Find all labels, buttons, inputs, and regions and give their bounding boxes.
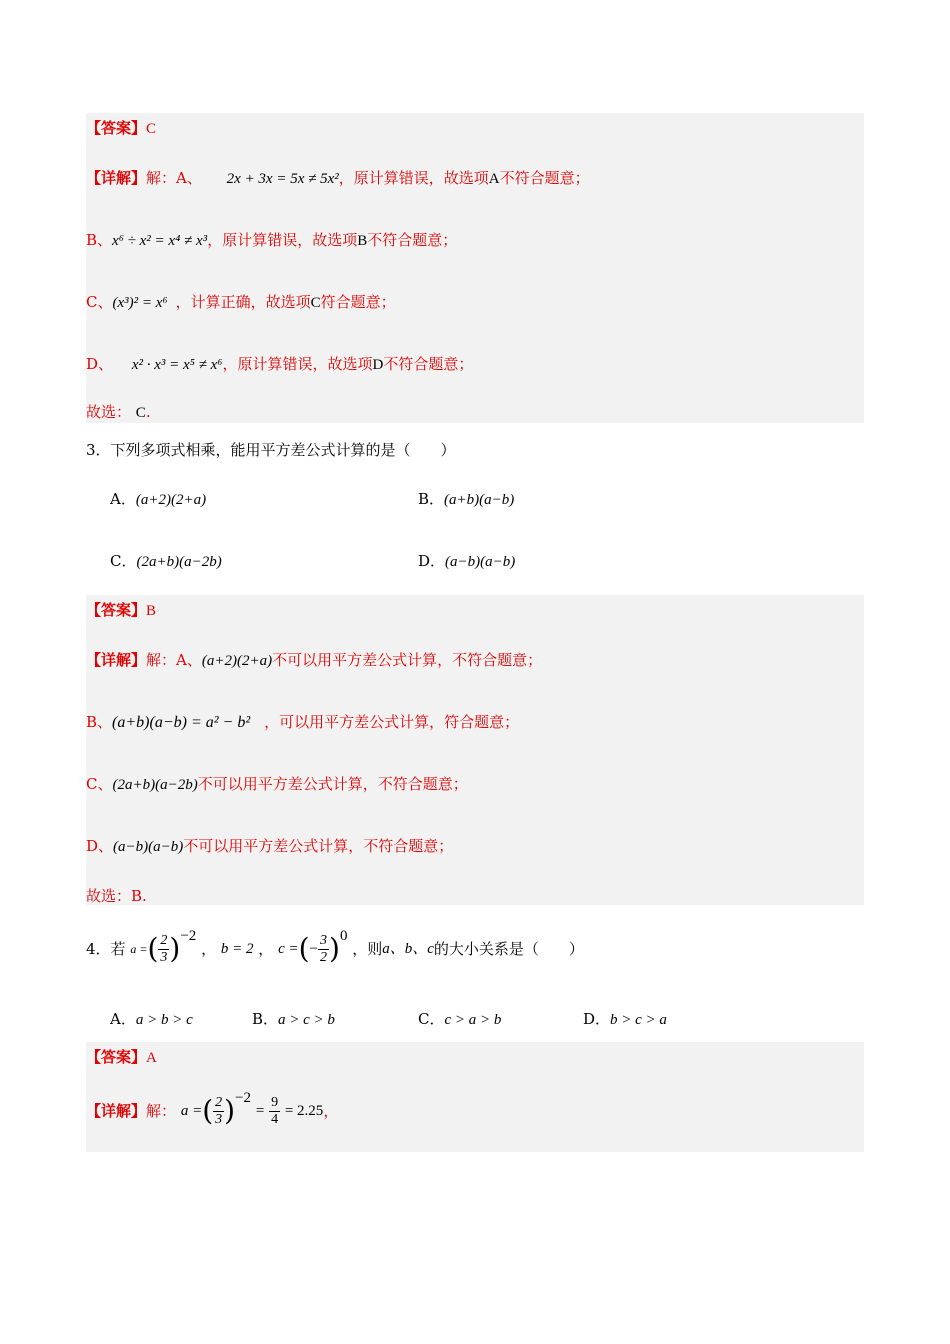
q4-option-d (583, 1008, 667, 1029)
fraction-den: 2 (320, 949, 327, 965)
q3-answer-line (86, 600, 156, 621)
equals-sign: = (255, 1103, 265, 1119)
q3-detail-d (86, 836, 453, 857)
conclusion-letter: C (135, 405, 146, 421)
conclusion-text: 故选： (86, 403, 132, 421)
q3-option-c (110, 550, 222, 571)
answer-tag: 【答案】 (86, 1048, 147, 1066)
q4-answer-line (86, 1047, 157, 1068)
option-math: (a+2)(2+a) (135, 492, 207, 508)
detail-tag: 【详解】 (86, 651, 147, 669)
detail-text: 不可以用平方差公式计算，不符合题意； (197, 775, 468, 793)
option-prefix: D、 (86, 355, 114, 373)
fraction-num: 2 (215, 1094, 223, 1110)
variables: a、b、c (382, 941, 434, 957)
detail-text: 不符合题意； (367, 231, 458, 249)
option-math: (a+b)(a−b) (444, 492, 515, 508)
option-letter: C (310, 295, 321, 311)
q3-detail-b (86, 712, 519, 733)
q2-detail-a (86, 168, 590, 189)
paren-close: ) (329, 932, 340, 965)
option-label: B． (418, 490, 445, 508)
detail-text: ，可以用平方差公式计算，符合题意； (264, 713, 520, 731)
q3-option-b (418, 488, 514, 509)
answer-value: C (146, 121, 157, 137)
paren-close: ) (224, 1094, 236, 1127)
math-expression: 2x + 3x = 5x ≠ 5x² (226, 171, 339, 187)
answer-value: A (146, 1050, 157, 1066)
option-prefix: C、 (86, 293, 113, 311)
paren-close: ) (169, 932, 181, 965)
option-prefix: C、 (86, 775, 113, 793)
fraction-num: 9 (271, 1094, 279, 1110)
fraction (269, 1095, 280, 1128)
option-label: C． (418, 1010, 445, 1028)
math-expression: x² · x³ = x⁵ ≠ x⁶ (131, 357, 223, 373)
option-math: b > c > a (610, 1012, 667, 1028)
detail-intro: 解： (146, 169, 177, 187)
option-letter: B (357, 233, 368, 249)
option-label: C． (110, 552, 137, 570)
result-value: = 2.25 (284, 1103, 324, 1119)
q4-stem (86, 926, 584, 971)
q2-solution-box (86, 113, 864, 423)
q4-option-a (110, 1008, 193, 1029)
fraction (158, 933, 169, 966)
option-math: (2a+b)(a−2b) (136, 554, 222, 570)
detail-end: ， (323, 1102, 339, 1120)
option-label: D． (418, 552, 446, 570)
option-label: D． (583, 1010, 611, 1028)
paren-open: ( (202, 1094, 214, 1127)
q3-solution-box (86, 595, 864, 905)
detail-tag: 【详解】 (86, 1102, 147, 1120)
detail-text: 不符合题意； (499, 169, 590, 187)
math-lhs: a = (180, 1103, 203, 1119)
math-expression: (a−b)(a−b) (113, 839, 184, 855)
fraction (213, 1095, 224, 1128)
q2-detail-d (86, 354, 473, 375)
q3-conclusion: 故选：B. (86, 887, 147, 905)
detail-text: ，原计算错误，故选项 (207, 231, 358, 249)
math-expression: x⁶ ÷ x² = x⁴ ≠ x³ (112, 233, 208, 249)
fraction-num: 2 (160, 932, 168, 948)
question-number: 4．若 (86, 940, 126, 958)
detail-text: ，原计算错误，故选项 (222, 355, 373, 373)
math-expression: b = 2 (220, 941, 254, 957)
option-prefix: B、 (86, 713, 113, 731)
separator: ， (258, 940, 274, 958)
separator: ， (201, 940, 217, 958)
option-prefix: A、 (176, 169, 202, 187)
detail-text: 不可以用平方差公式计算，不符合题意； (183, 837, 454, 855)
paren-open: ( (298, 932, 310, 965)
q2-detail-b (86, 230, 457, 251)
math-lhs: c = (278, 941, 299, 957)
answer-value: B (146, 603, 157, 619)
q3-option-d (418, 550, 515, 571)
stem-text: 的大小关系是（ ） (433, 940, 584, 958)
option-letter: A (488, 171, 500, 187)
math-expression: (a+b)(a−b) = a² − b² (112, 714, 251, 731)
option-prefix: D、 (86, 837, 114, 855)
exponent: −2 (235, 1090, 252, 1106)
exponent: 0 (339, 928, 348, 944)
detail-intro: 解：A、 (146, 651, 202, 669)
q3-detail-a (86, 650, 542, 671)
q3-option-a (110, 488, 206, 509)
math-lhs: a = (130, 942, 148, 956)
q2-detail-c (86, 292, 396, 313)
answer-tag: 【答案】 (86, 119, 147, 137)
q2-answer-line (86, 118, 156, 139)
detail-intro: 解： (146, 1102, 177, 1120)
math-expression: (a+2)(2+a) (201, 653, 273, 669)
fraction-num: 3 (320, 932, 327, 948)
math-expression: (2a+b)(a−2b) (112, 777, 198, 793)
q2-conclusion (86, 402, 151, 423)
option-math: a > b > c (135, 1012, 193, 1028)
fraction-den: 3 (215, 1111, 223, 1127)
detail-text: 不可以用平方差公式计算，不符合题意； (272, 651, 543, 669)
q4-option-c (418, 1008, 501, 1029)
stem-text: ，则 (352, 940, 383, 958)
detail-text: ，原计算错误，故选项 (338, 169, 489, 187)
detail-tag: 【详解】 (86, 169, 147, 187)
option-label: B． (252, 1010, 279, 1028)
option-prefix: B、 (86, 231, 113, 249)
detail-text: ，计算正确，故选项 (175, 293, 311, 311)
q4-detail (86, 1087, 338, 1134)
option-math: (a−b)(a−b) (445, 554, 516, 570)
q3-stem: 3．下列多项式相乘，能用平方差公式计算的是（ ） (86, 441, 456, 459)
fraction (318, 933, 329, 966)
option-label: A． (110, 1010, 136, 1028)
detail-text: 不符合题意； (383, 355, 474, 373)
math-expression: (x³)² = x⁶ (112, 295, 168, 311)
q3-detail-c (86, 774, 468, 795)
option-math: a > c > b (278, 1012, 335, 1028)
conclusion-end: . (145, 403, 151, 421)
fraction-den: 3 (160, 949, 168, 965)
option-math: c > a > b (444, 1012, 502, 1028)
option-letter: D (372, 357, 384, 373)
paren-open: ( (147, 932, 159, 965)
minus-sign: − (309, 941, 318, 957)
exponent: −2 (180, 928, 197, 944)
answer-tag: 【答案】 (86, 601, 147, 619)
option-label: A． (110, 490, 136, 508)
fraction-den: 4 (271, 1111, 279, 1127)
q4-option-b (252, 1008, 335, 1029)
detail-text: 符合题意； (320, 293, 396, 311)
